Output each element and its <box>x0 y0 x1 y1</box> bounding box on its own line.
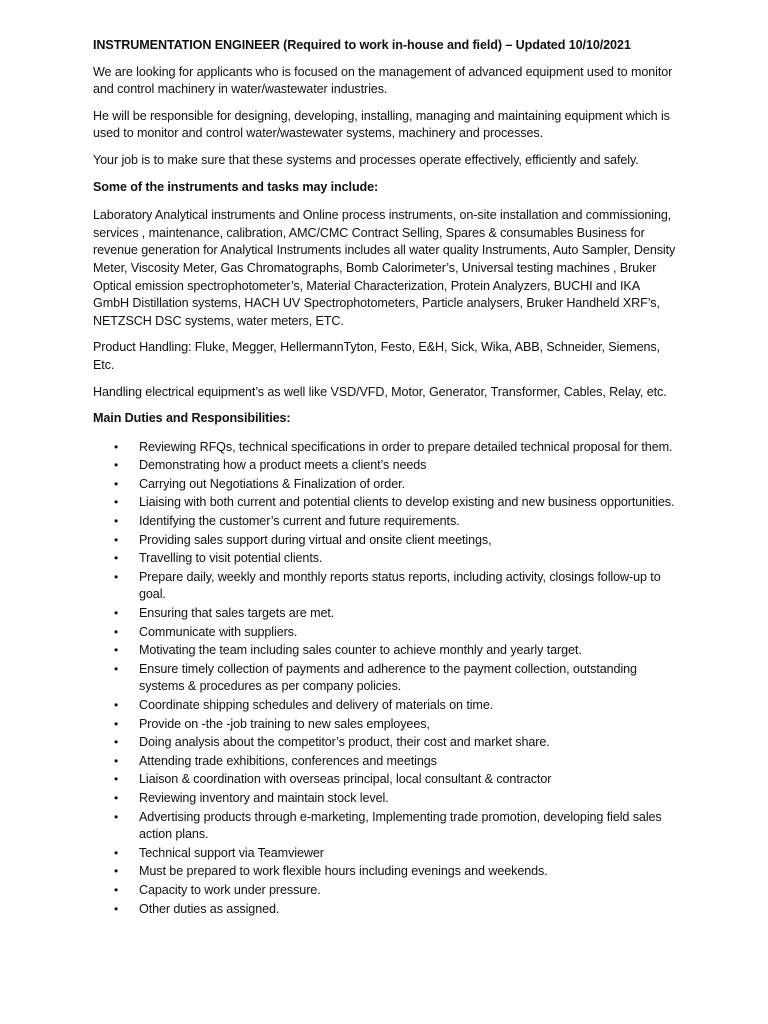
bullet-icon: • <box>114 716 119 731</box>
duties-list <box>93 439 678 918</box>
duty-item <box>93 716 678 734</box>
duty-item <box>93 753 678 771</box>
duty-item <box>93 457 678 475</box>
duties-heading: Main Duties and Responsibilities: <box>93 411 291 426</box>
duty-text: Coordinate shipping schedules and delivery of materials on time. <box>139 698 494 712</box>
bullet-icon: • <box>114 901 119 916</box>
bullet-icon: • <box>114 514 119 529</box>
duty-text: Capacity to work under pressure. <box>139 882 321 897</box>
duty-item <box>93 569 678 604</box>
bullet-icon: • <box>114 569 119 584</box>
duty-text: Providing sales support during virtual and onsite client meetings, <box>139 532 492 547</box>
bullet-icon: • <box>114 624 119 639</box>
duty-text: Must be prepared to work flexible hours including evenings and weekends. <box>139 864 548 879</box>
duty-item <box>93 550 678 568</box>
bullet-icon: • <box>114 476 119 491</box>
bullet-icon: • <box>114 661 119 676</box>
duty-item <box>93 624 678 642</box>
duty-text: Identifying the customer’s current and future requirements. <box>139 514 460 529</box>
duty-text: Ensuring that sales targets are met. <box>139 606 335 621</box>
bullet-icon: • <box>114 790 119 805</box>
duty-text: Liaising with both current and potential clients to develop existing and new business opportunities. <box>139 495 675 510</box>
intro-paragraph: Your job is to make sure that these systems and processes operate effectively, efficiently and safely. <box>93 152 639 167</box>
bullet-icon: • <box>114 495 119 510</box>
instruments-paragraph: Laboratory Analytical instruments and Online process instruments, on-site installation and commissioning, services , maintenance, calibration, AMC/CMC Contract Selling, Spares & consumables Business for revenue generation for Analytical Instruments includes all water quality Instruments, Auto Sampler, Density Meter, Viscosity Meter, Gas Chromatographs, Bomb Calorimeter’s, Universal testing machines , Bruker Optical emission spectrophotometer’s, Material Characterization, Protein Analyzers, BUCHI and IKA GmbH Distillation systems, HACH UV Spectrophotometers, Particle analysers, Bruker Handheld XRF’s, NETZSCH DSC systems, water meters, ETC. <box>93 208 676 328</box>
duty-item <box>93 734 678 752</box>
bullet-icon: • <box>114 845 119 860</box>
duty-text: Reviewing inventory and maintain stock level. <box>139 790 389 805</box>
duty-text: Carrying out Negotiations & Finalization of order. <box>139 476 405 491</box>
bullet-icon: • <box>114 551 119 566</box>
intro-paragraph: We are looking for applicants who is focused on the management of advanced equipment used to monitor and control machinery in water/wastewater industries. <box>93 64 673 97</box>
duty-item <box>93 513 678 531</box>
duty-text: Technical support via Teamviewer <box>139 845 324 860</box>
duty-item <box>93 494 678 512</box>
instruments-heading: Some of the instruments and tasks may include: <box>93 179 379 194</box>
bullet-icon: • <box>114 698 119 712</box>
bullet-icon: • <box>114 809 119 824</box>
bullet-icon: • <box>114 864 119 879</box>
duty-item <box>93 771 678 789</box>
bullet-icon: • <box>114 458 119 473</box>
duty-item <box>93 476 678 494</box>
duty-item <box>93 642 678 660</box>
duty-text: Reviewing RFQs, technical specifications in order to prepare detailed technical proposal for them. <box>139 439 673 454</box>
duty-item <box>93 809 678 844</box>
intro-paragraph: He will be responsible for designing, developing, installing, managing and maintaining equipment which is used to monitor and control water/wastewater systems, machinery and processes. <box>93 108 670 141</box>
duty-text: Ensure timely collection of payments and adherence to the payment collection, outstanding systems & procedures as per company policies. <box>139 661 637 694</box>
duty-item <box>93 532 678 550</box>
bullet-icon: • <box>114 606 119 621</box>
duty-text: Travelling to visit potential clients. <box>139 551 323 566</box>
duty-text: Attending trade exhibitions, conferences and meetings <box>139 753 437 768</box>
job-title: INSTRUMENTATION ENGINEER (Required to work in-house and field) – Updated 10/10/2021 <box>93 38 631 52</box>
duty-text: Communicate with suppliers. <box>139 624 298 639</box>
bullet-icon: • <box>114 772 119 787</box>
bullet-icon: • <box>114 735 119 750</box>
bullet-icon: • <box>114 643 119 658</box>
duty-item <box>93 697 678 715</box>
bullet-icon: • <box>114 439 119 454</box>
duty-text: Demonstrating how a product meets a client’s needs <box>139 458 427 473</box>
bullet-icon: • <box>114 753 119 768</box>
duty-item <box>93 605 678 623</box>
duty-item <box>93 863 678 881</box>
duty-text: Prepare daily, weekly and monthly reports status reports, including activity, closings follow-up to goal. <box>139 569 661 602</box>
duty-text: Advertising products through e-marketing, Implementing trade promotion, developing field sales action plans. <box>139 809 662 842</box>
bullet-icon: • <box>114 532 119 547</box>
duty-item <box>93 845 678 863</box>
duty-item <box>93 439 678 457</box>
duty-text: Doing analysis about the competitor’s product, their cost and market share. <box>139 735 550 750</box>
duty-text: Provide on -the -job training to new sales employees, <box>139 716 430 731</box>
duty-item <box>93 901 678 919</box>
product-handling-paragraph: Product Handling: Fluke, Megger, HellermannTyton, Festo, E&H, Sick, Wika, ABB, Schneider, Siemens, Etc. <box>93 340 660 372</box>
bullet-icon: • <box>114 882 119 897</box>
duty-text: Motivating the team including sales counter to achieve monthly and yearly target. <box>139 643 582 658</box>
duty-text: Liaison & coordination with overseas principal, local consultant & contractor <box>139 772 552 787</box>
duty-item <box>93 661 678 696</box>
duty-text: Other duties as assigned. <box>139 901 280 916</box>
duty-item <box>93 882 678 900</box>
duty-item <box>93 790 678 808</box>
electrical-handling-paragraph: Handling electrical equipment’s as well like VSD/VFD, Motor, Generator, Transformer, Cables, Relay, etc. <box>93 384 667 399</box>
